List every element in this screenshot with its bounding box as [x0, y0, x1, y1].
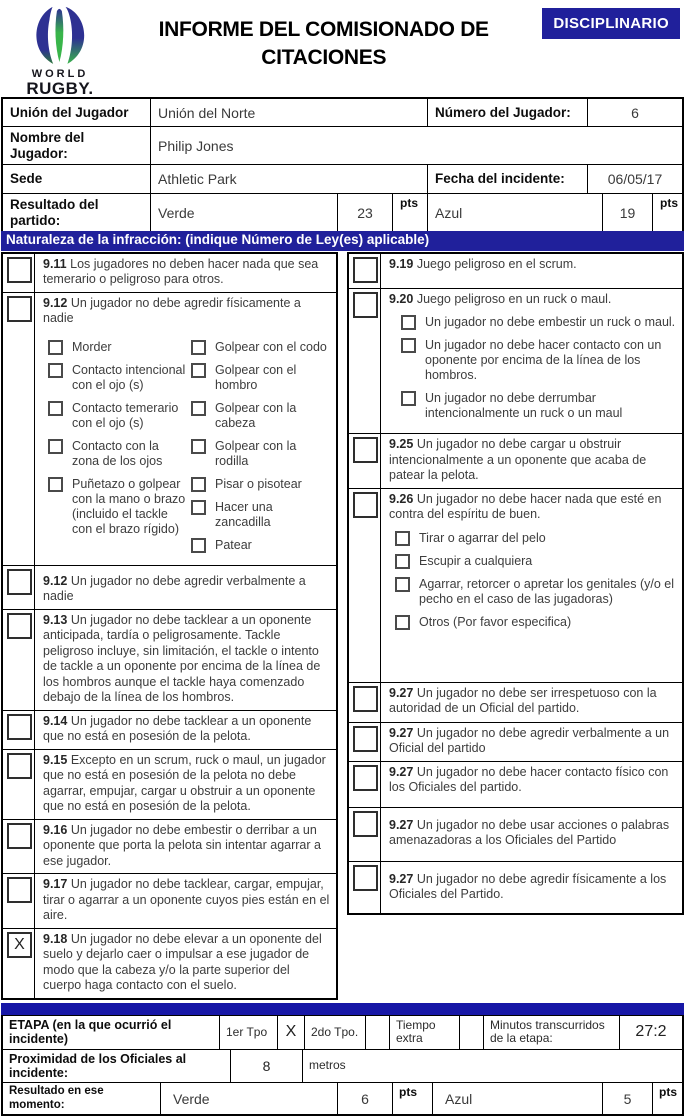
player-name-row: [3, 127, 682, 165]
law-row-9-12-verbal: [3, 565, 336, 609]
checkbox-9-27-amenazas[interactable]: [353, 811, 378, 837]
venue-field[interactable]: Athletic Park: [151, 165, 428, 193]
checkbox-9-27-fisico[interactable]: [353, 865, 378, 891]
law-row-9-11: [3, 254, 336, 292]
law-text: Un jugador no debe tacklear a un oponente que no está en posesión de la pelota.: [43, 713, 312, 744]
proximity-field[interactable]: 8: [231, 1050, 303, 1083]
law-text: Un jugador no debe elevar a un oponente del suelo y dejarlo caer o impulsar a ese jugador de modo que la cabeza y/o la parte superior del cuerpo haga contacto con el suelo.: [43, 931, 322, 993]
law-number: 9.17: [43, 877, 68, 892]
checkbox-contacto-intencional-ojo[interactable]: [48, 363, 63, 378]
team1-score-field[interactable]: 23: [338, 194, 393, 231]
checkbox-contacto-encima-hombros[interactable]: [401, 338, 416, 353]
laws-right-column: [347, 252, 684, 915]
checkbox-golpear-hombro[interactable]: [191, 363, 206, 378]
sub-offence-item: Tirar o agarrar del pelo: [395, 531, 676, 546]
match-result-row: [3, 194, 682, 231]
law-text: Un jugador no debe hacer contacto físico con los Oficiales del partido.: [389, 764, 669, 795]
sub-offence-item: Golpear con el codo: [191, 340, 330, 355]
player-name-field[interactable]: Philip Jones: [158, 137, 234, 154]
law-row-9-17: [3, 873, 336, 928]
form-header: [1, 0, 684, 97]
sub-offence-item: Golpear con la cabeza: [191, 401, 330, 431]
logo-word-rugby: RUGBY.: [26, 79, 94, 98]
second-half-label: 2do Tpo.: [305, 1016, 366, 1049]
laws-left-column: [1, 252, 338, 1000]
law-number: 9.20: [389, 291, 414, 306]
etapa-row: [3, 1016, 682, 1050]
law-number: 9.27: [389, 817, 414, 832]
player-union-label: Unión del Jugador: [3, 99, 151, 126]
checkbox-9-26[interactable]: [353, 492, 378, 518]
law-text: Juego peligroso en un ruck o maul.: [416, 291, 612, 306]
first-half-label: 1er Tpo: [220, 1016, 278, 1049]
law-row-9-12-physical: [3, 292, 336, 565]
law-text: Excepto en un scrum, ruck o maul, un jugador que no está en posesión de la pelota no debe agarrar, empujar, cargar u obstruir a un oponente que no está en posesión de la pelota.: [43, 752, 326, 814]
checkbox-9-11[interactable]: [7, 257, 32, 283]
checkbox-9-19[interactable]: [353, 257, 378, 283]
law-row-9-15: [3, 749, 336, 819]
checkbox-9-20[interactable]: [353, 292, 378, 318]
checkbox-9-25[interactable]: [353, 437, 378, 463]
moment-team1-name-field[interactable]: Verde: [161, 1083, 338, 1113]
checkbox-golpear-codo[interactable]: [191, 340, 206, 355]
world-rugby-logo: [7, 5, 113, 97]
law-row-9-27-irrespetuoso: [349, 682, 682, 722]
sub-offence-item: Contacto con la zona de los ojos: [48, 439, 187, 469]
sub-offence-item: Golpear con el hombro: [191, 363, 330, 393]
law-number: 9.26: [389, 491, 414, 506]
incident-details-table: [1, 1015, 684, 1116]
minutes-elapsed-field[interactable]: 27:2: [635, 1023, 667, 1041]
checkbox-9-27-verbal[interactable]: [353, 726, 378, 752]
law-number: 9.27: [389, 871, 414, 886]
checkbox-contacto-zona-ojos[interactable]: [48, 439, 63, 454]
law-text: Un jugador no debe agredir físicamente a nadie: [43, 295, 301, 326]
checkbox-zancadilla[interactable]: [191, 500, 206, 515]
law-number: 9.16: [43, 822, 68, 837]
moment-team2-name-field[interactable]: Azul: [433, 1083, 603, 1113]
law-row-9-16: [3, 819, 336, 874]
law-text: Un jugador no debe usar acciones o palabras amenazadoras a los Oficiales del Partido: [389, 817, 670, 848]
law-number: 9.27: [389, 764, 414, 779]
law-row-9-14: [3, 710, 336, 749]
checkbox-otros[interactable]: [395, 615, 410, 630]
law-row-9-20: [349, 288, 682, 434]
sub-offence-item: Golpear con la rodilla: [191, 439, 330, 469]
law-row-9-25: [349, 433, 682, 488]
extra-time-checkbox[interactable]: [460, 1016, 484, 1049]
checkbox-9-17[interactable]: [7, 877, 32, 903]
law-row-9-27-fisico: [349, 861, 682, 913]
law-number: 9.12: [43, 573, 68, 588]
sub-offence-item: Contacto intencional con el ojo (s): [48, 363, 187, 393]
law-number: 9.19: [389, 256, 414, 271]
player-union-row: [3, 99, 682, 127]
law-text: Un jugador no debe tacklear a un oponente anticipada, tardía o peligrosamente. Tackle peligroso incluye, sin limitación, el tackle o intento de tackle a un oponente por encima de la línea de los hombros aunque el tackle haya comenzado debajo de la línea de los hombros.: [43, 612, 321, 705]
team2-name-field[interactable]: Azul: [428, 194, 603, 231]
law-number: 9.11: [43, 256, 67, 271]
sub-offence-item: Agarrar, retorcer o apretar los genitales (y/o el pecho en el caso de las jugadoras): [395, 577, 676, 607]
law-row-9-27-verbal: [349, 722, 682, 761]
moment-team1-pts-label: pts: [393, 1083, 433, 1113]
checkbox-9-18[interactable]: X: [7, 932, 32, 958]
law-row-9-19: [349, 254, 682, 288]
checkbox-golpear-cabeza[interactable]: [191, 401, 206, 416]
checkbox-pisar[interactable]: [191, 477, 206, 492]
law-text: Un jugador no debe cargar u obstruir intencionalmente a un oponente que acaba de patear la pelota.: [389, 437, 647, 483]
moment-team2-pts-label: pts: [659, 1085, 677, 1100]
extra-time-label: Tiempo extra: [390, 1016, 460, 1049]
proximity-label: Proximidad de los Oficiales al incidente:: [3, 1050, 231, 1083]
minutes-elapsed-label: Minutos transcurridos de la etapa:: [484, 1016, 620, 1049]
law-row-9-18: [3, 928, 336, 998]
law-number: 9.13: [43, 612, 68, 627]
venue-row: [3, 165, 682, 194]
checkbox-derrumbar-ruck[interactable]: [401, 391, 416, 406]
checkbox-9-14[interactable]: [7, 714, 32, 740]
sub-offence-item: Contacto temerario con el ojo (s): [48, 401, 187, 431]
moment-team2-score-field[interactable]: 5: [603, 1083, 653, 1113]
law-number: 9.27: [389, 685, 414, 700]
page-title: INFORME DEL COMISIONADO DE CITACIONES: [158, 18, 489, 70]
sub-offence-item: Escupir a cualquiera: [395, 554, 676, 569]
checkbox-9-12-verbal[interactable]: [7, 569, 32, 595]
law-row-9-27-contacto: [349, 761, 682, 807]
sub-offence-item: Patear: [191, 538, 330, 553]
player-union-field[interactable]: Unión del Norte: [151, 99, 428, 126]
law-text: Los jugadores no deben hacer nada que sea temerario o peligroso para otros.: [43, 256, 319, 287]
law-number: 9.18: [43, 931, 68, 946]
law-number: 9.12: [43, 295, 68, 310]
sub-offence-item: Un jugador no debe embestir un ruck o maul.: [401, 315, 676, 330]
player-number-field[interactable]: 6: [631, 104, 639, 121]
team1-pts-label: pts: [393, 194, 428, 231]
law-row-9-27-amenazas: [349, 807, 682, 861]
first-half-checkbox[interactable]: X: [278, 1016, 305, 1049]
player-number-label: Número del Jugador:: [428, 99, 588, 126]
disciplinario-badge: DISCIPLINARIO: [542, 8, 680, 39]
checkbox-9-15[interactable]: [7, 753, 32, 779]
law-row-9-13: [3, 609, 336, 710]
ruck-maul-options: [401, 315, 676, 421]
checkbox-escupir[interactable]: [395, 554, 410, 569]
checkbox-golpear-rodilla[interactable]: [191, 439, 206, 454]
sub-offence-item: Otros (Por favor especifica): [395, 615, 676, 630]
checkbox-9-13[interactable]: [7, 613, 32, 639]
world-rugby-ball-icon: [31, 5, 89, 67]
section-separator-bar: [1, 1003, 684, 1015]
sub-offence-item: Pisar o pisotear: [191, 477, 330, 492]
law-text: Un jugador no debe agredir físicamente a los Oficiales del Partido.: [389, 871, 667, 902]
moment-team1-score-field[interactable]: 6: [338, 1083, 393, 1113]
spirit-options: [395, 531, 676, 630]
result-at-moment-row: [3, 1083, 682, 1113]
team1-name-field[interactable]: Verde: [151, 194, 338, 231]
sub-offence-item: Puñetazo o golpear con la mano o brazo (incluido el tackle con el brazo rígido): [48, 477, 187, 537]
match-info-table: [1, 97, 684, 231]
match-result-label: Resultado del partido:: [3, 194, 151, 231]
law-text: Un jugador no debe tacklear, cargar, empujar, tirar o agarrar a un oponente cuyos pies están en el aire.: [43, 877, 330, 923]
law-text: Un jugador no debe embestir o derribar a un oponente que porta la pelota sin intentar agarrar a ese jugador.: [43, 822, 321, 868]
sub-offence-item: Un jugador no debe derrumbar intencionalmente un ruck o un maul: [401, 391, 676, 421]
checkbox-punetazo[interactable]: [48, 477, 63, 492]
checkbox-contacto-temerario-ojo[interactable]: [48, 401, 63, 416]
proximity-row: [3, 1050, 682, 1084]
law-row-9-26: [349, 488, 682, 682]
result-at-moment-label: Resultado en ese momento:: [3, 1083, 161, 1113]
law-text: Juego peligroso en el scrum.: [416, 256, 577, 271]
checkbox-9-16[interactable]: [7, 823, 32, 849]
checkbox-9-12-physical[interactable]: [7, 296, 32, 322]
checkbox-9-27-contacto[interactable]: [353, 765, 378, 791]
second-half-checkbox[interactable]: [366, 1016, 390, 1049]
checkbox-9-27-irrespetuoso[interactable]: [353, 686, 378, 712]
etapa-label: ETAPA (en la que ocurrió el incidente): [3, 1016, 220, 1049]
logo-word-world: WORLD: [31, 68, 89, 80]
sub-offence-item: Hacer una zancadilla: [191, 500, 330, 530]
sub-offence-item: Morder: [48, 340, 187, 355]
law-number: 9.25: [389, 437, 414, 452]
infraction-section-header: Naturaleza de la infracción: (indique Número de Ley(es) aplicable): [1, 231, 684, 251]
checkbox-tirar-pelo[interactable]: [395, 531, 410, 546]
law-text: Un jugador no debe agredir verbalmente a nadie: [43, 573, 306, 604]
sub-offence-item: Un jugador no debe hacer contacto con un oponente por encima de la línea de los hombros.: [401, 338, 676, 383]
law-number: 9.15: [43, 752, 68, 767]
team2-score-field[interactable]: 19: [603, 194, 653, 231]
law-text: Un jugador no debe agredir verbalmente a un Oficial del partido: [389, 725, 670, 756]
checkbox-patear[interactable]: [191, 538, 206, 553]
incident-date-label: Fecha del incidente:: [428, 165, 588, 193]
proximity-unit-label: metros: [309, 1058, 346, 1073]
law-text: Un jugador no debe hacer nada que esté en contra del espíritu de buen.: [389, 491, 662, 522]
laws-checkbox-area: [1, 252, 684, 1000]
law-text: Un jugador no debe ser irrespetuoso con la autoridad de un Oficial del partido.: [389, 685, 657, 716]
venue-label: Sede: [3, 165, 151, 193]
player-name-label: Nombre del Jugador:: [3, 127, 151, 164]
law-number: 9.14: [43, 713, 68, 728]
checkbox-agarrar-genitales[interactable]: [395, 577, 410, 592]
incident-date-field[interactable]: 06/05/17: [607, 171, 663, 188]
checkbox-morder[interactable]: [48, 340, 63, 355]
checkbox-embestir-ruck[interactable]: [401, 315, 416, 330]
physical-offence-options: [48, 332, 330, 561]
law-number: 9.27: [389, 725, 414, 740]
team2-pts-label: pts: [660, 196, 678, 211]
